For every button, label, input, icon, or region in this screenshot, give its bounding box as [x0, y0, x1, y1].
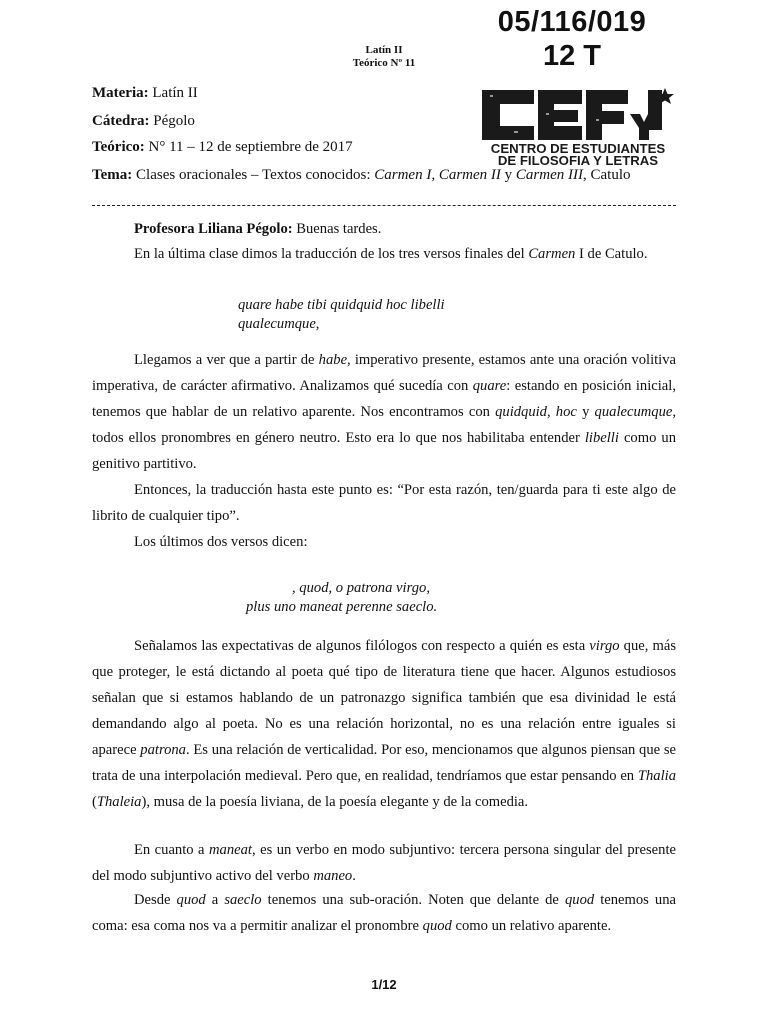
- speaker-name: Profesora Liliana Pégolo:: [134, 221, 293, 237]
- text-run: . Es una relación de verticalidad. Por eso, mencionamos que algunos piensan que se trata de una interpolación medieval. Pero que, en realidad, tendríamos que estar pensando en: [92, 742, 676, 784]
- italic-term: quod: [564, 892, 595, 908]
- paragraph-6: [92, 837, 676, 889]
- italic-term: quare: [472, 378, 507, 394]
- page-number: 1/12: [371, 977, 397, 992]
- verse-line: quare habe tibi quidquid hoc libelli: [238, 297, 445, 313]
- text-run: .: [352, 868, 356, 884]
- italic-term: quod: [176, 892, 206, 908]
- text-run: a: [205, 892, 225, 908]
- italic-term: Thaleia: [96, 794, 142, 810]
- tema-text: , Catulo: [582, 167, 631, 183]
- text-run: En la última clase dimos la traducción de los tres versos finales del: [134, 246, 529, 262]
- tema-text: y: [500, 167, 516, 183]
- text-run: , todos ellos pronombres en género neutro. Esto era lo que nos habilitaba entender: [92, 404, 677, 446]
- text-run: Señalamos las expectativas de algunos filólogos con respecto a quién es esta: [134, 638, 590, 654]
- text-run: ), musa de la poesía liviana, de la poesía elegante y de la comedia.: [141, 794, 529, 810]
- page-header: [312, 44, 456, 70]
- italic-term: Thalia: [637, 768, 676, 784]
- header-lecture: Teórico Nº 11: [352, 57, 416, 69]
- tema-label: Tema:: [92, 167, 133, 183]
- text-run: y: [576, 404, 595, 420]
- italic-term: habe: [318, 352, 348, 368]
- speaker-line: [92, 216, 676, 242]
- text-run: Llegamos a ver que a partir de: [134, 352, 319, 368]
- verse-line: qualecumque,: [238, 316, 320, 332]
- text-run: tenemos una sub-oración. Noten que delante de: [261, 892, 565, 908]
- text-run: que, más que proteger, le está dictando al poeta qué tipo de literatura tiene que hacer. Algunos estudiosos señalan que si estamos hablando de un patronazgo significa también que esa divinidad le está demandando algo al poeta. No es una relación horizontal, no es una relación entre iguales si aparece: [92, 638, 676, 758]
- italic-term: quod: [422, 918, 452, 934]
- header-subject: Latín II: [365, 44, 403, 56]
- text-run: : estando en posición inicial, tenemos que hablar de un relativo aparente. Nos encontramos con: [92, 378, 676, 420]
- tema-italic: Carmen I, Carmen II: [374, 167, 501, 183]
- cefyl-logo: [476, 86, 676, 166]
- greeting: Buenas tardes.: [296, 221, 382, 237]
- materia-value: Latín II: [152, 85, 198, 101]
- italic-term: maneat,: [209, 842, 256, 858]
- logo-line1: CENTRO DE ESTUDIANTES: [490, 141, 666, 156]
- italic-term: qualecumque: [594, 404, 673, 420]
- section-divider: [92, 205, 676, 206]
- paragraph-3: Entonces, la traducción hasta este punto es: “Por esta razón, ten/guarda para ti este algo de librito de cualquier tipo”.: [92, 482, 676, 524]
- catedra-value: Pégolo: [153, 113, 195, 129]
- text-run: tenemos una coma: esa coma nos va a permitir analizar el pronombre: [92, 892, 676, 934]
- verse-block-1: [238, 296, 445, 334]
- italic-term: patrona: [140, 742, 186, 758]
- italic-term: libelli: [584, 430, 619, 446]
- materia-label: Materia:: [92, 85, 149, 101]
- text-run: , imperativo presente, estamos ante una oración volitiva imperativa, de carácter afirmativo. Analizamos qué sucedía con: [92, 352, 677, 394]
- meta-materia: [92, 85, 198, 102]
- text-run: es un verbo en modo subjuntivo: tercera persona singular del presente del modo subjuntivo activo del verbo: [92, 842, 676, 884]
- italic-term: maneo: [313, 868, 353, 884]
- italic-term: saeclo: [224, 892, 262, 908]
- paragraph-1: [92, 241, 676, 267]
- tema-italic: Carmen III: [515, 167, 583, 183]
- text-run: como un relativo aparente.: [451, 918, 612, 934]
- meta-catedra: [92, 113, 195, 130]
- paragraph-2: [92, 347, 676, 477]
- italic-term: Carmen: [528, 246, 576, 262]
- text-run: (: [92, 794, 97, 810]
- catedra-label: Cátedra:: [92, 113, 150, 129]
- text-run: En cuanto a: [134, 842, 209, 858]
- tema-text: Clases oracionales – Textos conocidos:: [136, 167, 375, 183]
- text-run: I de Catulo.: [575, 246, 648, 262]
- paragraph-5: [92, 633, 676, 815]
- teorico-value: N° 11 – 12 de septiembre de 2017: [148, 139, 353, 155]
- paragraph-7: [92, 887, 676, 939]
- meta-teorico: [92, 139, 353, 156]
- text-run: Desde: [134, 892, 177, 908]
- document-subcode: 12 T: [542, 40, 602, 72]
- verse-line: , quod, o patrona virgo,: [292, 580, 430, 596]
- teorico-label: Teórico:: [92, 139, 145, 155]
- paragraph-4: Los últimos dos versos dicen:: [134, 534, 308, 550]
- document-code: 05/116/019: [497, 6, 647, 38]
- verse-line: plus uno maneat perenne saeclo.: [246, 599, 438, 615]
- italic-term: virgo: [589, 638, 620, 654]
- italic-term: quidquid, hoc: [495, 404, 577, 420]
- verse-block-2: [246, 579, 437, 617]
- logo-line2: DE FILOSOFIA Y LETRAS: [497, 153, 659, 166]
- meta-tema: [92, 166, 676, 184]
- text-run: como un genitivo partitivo.: [92, 430, 676, 472]
